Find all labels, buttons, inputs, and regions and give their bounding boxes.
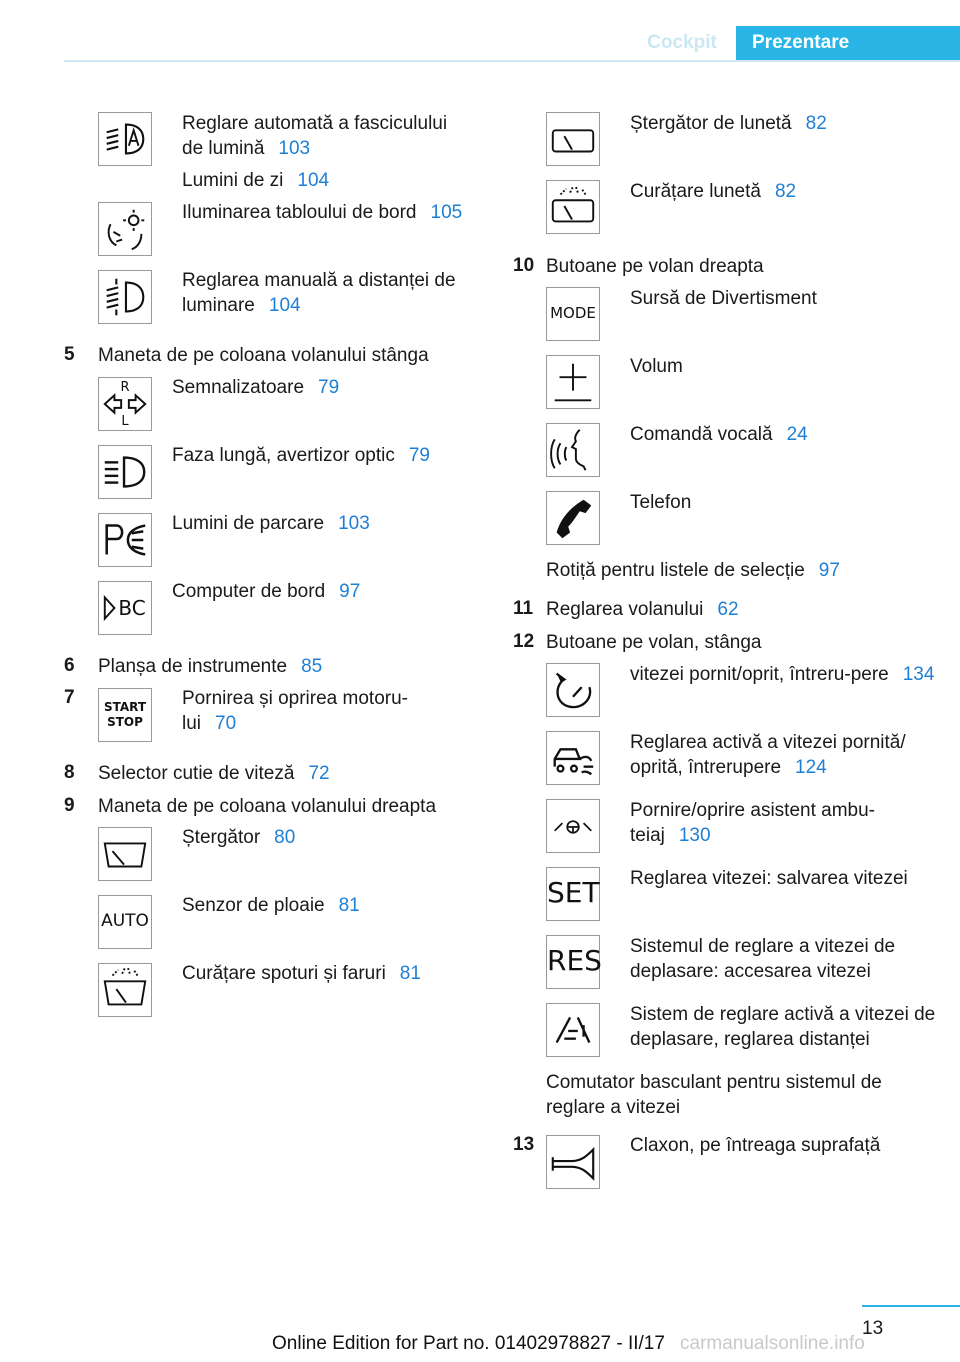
cruise-control-icon [546,663,600,717]
wiper-page-link[interactable]: 80 [274,827,296,848]
footer-rule [862,1305,960,1307]
selection-wheel-page-link[interactable]: 97 [818,560,840,581]
item-number-6: 6 [64,655,75,676]
daytime-lights-page-link[interactable]: 104 [297,170,330,191]
header-tab-prezentare: Prezentare [736,26,960,60]
save-speed-text: Reglarea vitezei: salvarea vitezei [630,868,908,889]
washer-text: Curățare spoturi și faruri 81 [182,963,421,984]
traffic-jam-assistant-icon [546,799,600,853]
left-wheel-buttons-title: Butoane pe volan, stânga [546,632,762,653]
rain-sensor-page-link[interactable]: 81 [338,895,360,916]
start-stop-text: Pornirea și oprirea motoru-lui 70 [182,688,408,734]
parking-lights-text: Lumini de parcare 103 [172,513,370,534]
auto-beam-text: Reglare automată a fasciculului de lumină 103 [182,113,448,159]
cruise-control-page-link[interactable]: 134 [902,664,935,685]
rear-washer-icon [546,180,600,234]
rain-sensor-text: Senzor de ploaie 81 [182,895,360,916]
instrument-panel-page-link[interactable]: 85 [301,656,323,677]
instrument-panel-text: Planșa de instrumente 85 [98,656,323,677]
distance-control-text: Sistem de reglare activă a vitezei de deplasare, reglarea distanței [630,1004,936,1050]
rear-wiper-icon [546,112,600,166]
turn-signal-page-link[interactable]: 79 [318,377,340,398]
item-number-8: 8 [64,762,75,783]
headlight-range-text: Reglarea manuală a distanței de luminare 104 [182,270,456,316]
rain-sensor-icon: AUTO [98,895,152,949]
item-number-10: 10 [513,255,535,276]
parking-lights-icon [98,513,152,567]
horn-text: Claxon, pe întreaga suprafață [630,1135,881,1156]
board-computer-text: Computer de bord 97 [172,581,361,602]
traffic-jam-assistant-page-link[interactable]: 130 [678,825,711,846]
dashboard-illumination-icon [98,202,152,256]
washer-page-link[interactable]: 81 [399,963,421,984]
active-cruise-icon [546,731,600,785]
active-cruise-text: Reglarea activă a vitezei pornită/ oprită, întrerupere 124 [630,732,906,778]
steering-adjust-text: Reglarea volanului 62 [546,599,739,620]
washer-icon [98,963,152,1017]
active-cruise-page-link[interactable]: 124 [795,757,827,778]
item-number-5: 5 [64,344,75,365]
watermark-text: carmanualsonline.info [680,1333,865,1354]
selection-wheel-text: Rotiță pentru listele de selecție 97 [546,560,840,581]
page-header [0,0,960,64]
volume-text: Volum [630,356,683,377]
phone-text: Telefon [630,492,692,513]
dashboard-illumination-page-link[interactable]: 105 [430,202,463,223]
wiper-text: Ștergător 80 [182,827,296,848]
cruise-control-text: vitezei pornit/oprit, întreru-pere 134 [630,664,935,685]
item-number-11: 11 [513,598,534,619]
right-wheel-buttons-title: Butoane pe volan dreapta [546,256,764,277]
entertainment-source-text: Sursă de Divertisment [630,288,817,309]
daytime-lights-text: Lumini de zi 104 [182,170,330,191]
parking-lights-page-link[interactable]: 103 [338,513,370,534]
rear-washer-text: Curățare lunetă 82 [630,181,797,202]
dashboard-illumination-text: Iluminarea tabloului de bord 105 [182,202,463,223]
volume-icon [546,355,600,409]
voice-command-icon [546,423,600,477]
horn-icon [546,1135,600,1189]
high-beam-text: Faza lungă, avertizor optic 79 [172,445,430,466]
page-number: 13 [862,1318,884,1339]
distance-control-icon [546,1003,600,1057]
board-computer-icon: BC [98,581,152,635]
voice-command-text: Comandă vocală 24 [630,424,808,445]
steering-adjust-page-link[interactable]: 62 [717,599,739,620]
turn-signal-text: Semnalizatoare 79 [172,377,340,398]
turn-signal-icon: R L [98,377,152,431]
rocker-switch-text: Comutator basculant pentru sistemul de reglare a vitezei [546,1072,882,1118]
auto-beam-icon [98,112,152,166]
start-stop-icon: START STOP [98,688,152,742]
left-stalk-title: Maneta de pe coloana volanului stânga [98,345,429,366]
board-computer-page-link[interactable]: 97 [339,581,361,602]
res-button-icon: RES [546,935,600,989]
item-number-13: 13 [513,1134,535,1155]
item-number-9: 9 [64,795,75,816]
high-beam-icon [98,445,152,499]
mode-button-icon: MODE [546,287,600,341]
rear-wiper-page-link[interactable]: 82 [805,113,827,134]
item-number-12: 12 [513,631,535,652]
gear-selector-text: Selector cutie de viteză 72 [98,763,330,784]
edition-text: Online Edition for Part no. 01402978827 - II/17 [272,1333,665,1354]
gear-selector-page-link[interactable]: 72 [308,763,330,784]
header-rule [64,60,960,62]
item-number-7: 7 [64,687,75,708]
start-stop-page-link[interactable]: 70 [215,713,237,734]
set-button-icon: SET [546,867,600,921]
auto-beam-page-link[interactable]: 103 [278,138,311,159]
rear-wiper-text: Ștergător de lunetă 82 [630,113,827,134]
wiper-icon [98,827,152,881]
voice-command-page-link[interactable]: 24 [786,424,808,445]
rear-washer-page-link[interactable]: 82 [774,181,797,202]
resume-speed-text: Sistemul de reglare a vitezei de deplasare: accesarea vitezei [630,936,896,982]
traffic-jam-assistant-text: Pornire/oprire asistent ambu-teiaj 130 [630,800,875,846]
headlight-range-icon [98,270,152,324]
header-section-cockpit: Cockpit [647,32,717,53]
phone-icon [546,491,600,545]
headlight-range-page-link[interactable]: 104 [268,295,301,316]
right-stalk-title: Maneta de pe coloana volanului dreapta [98,796,437,817]
high-beam-page-link[interactable]: 79 [408,445,430,466]
